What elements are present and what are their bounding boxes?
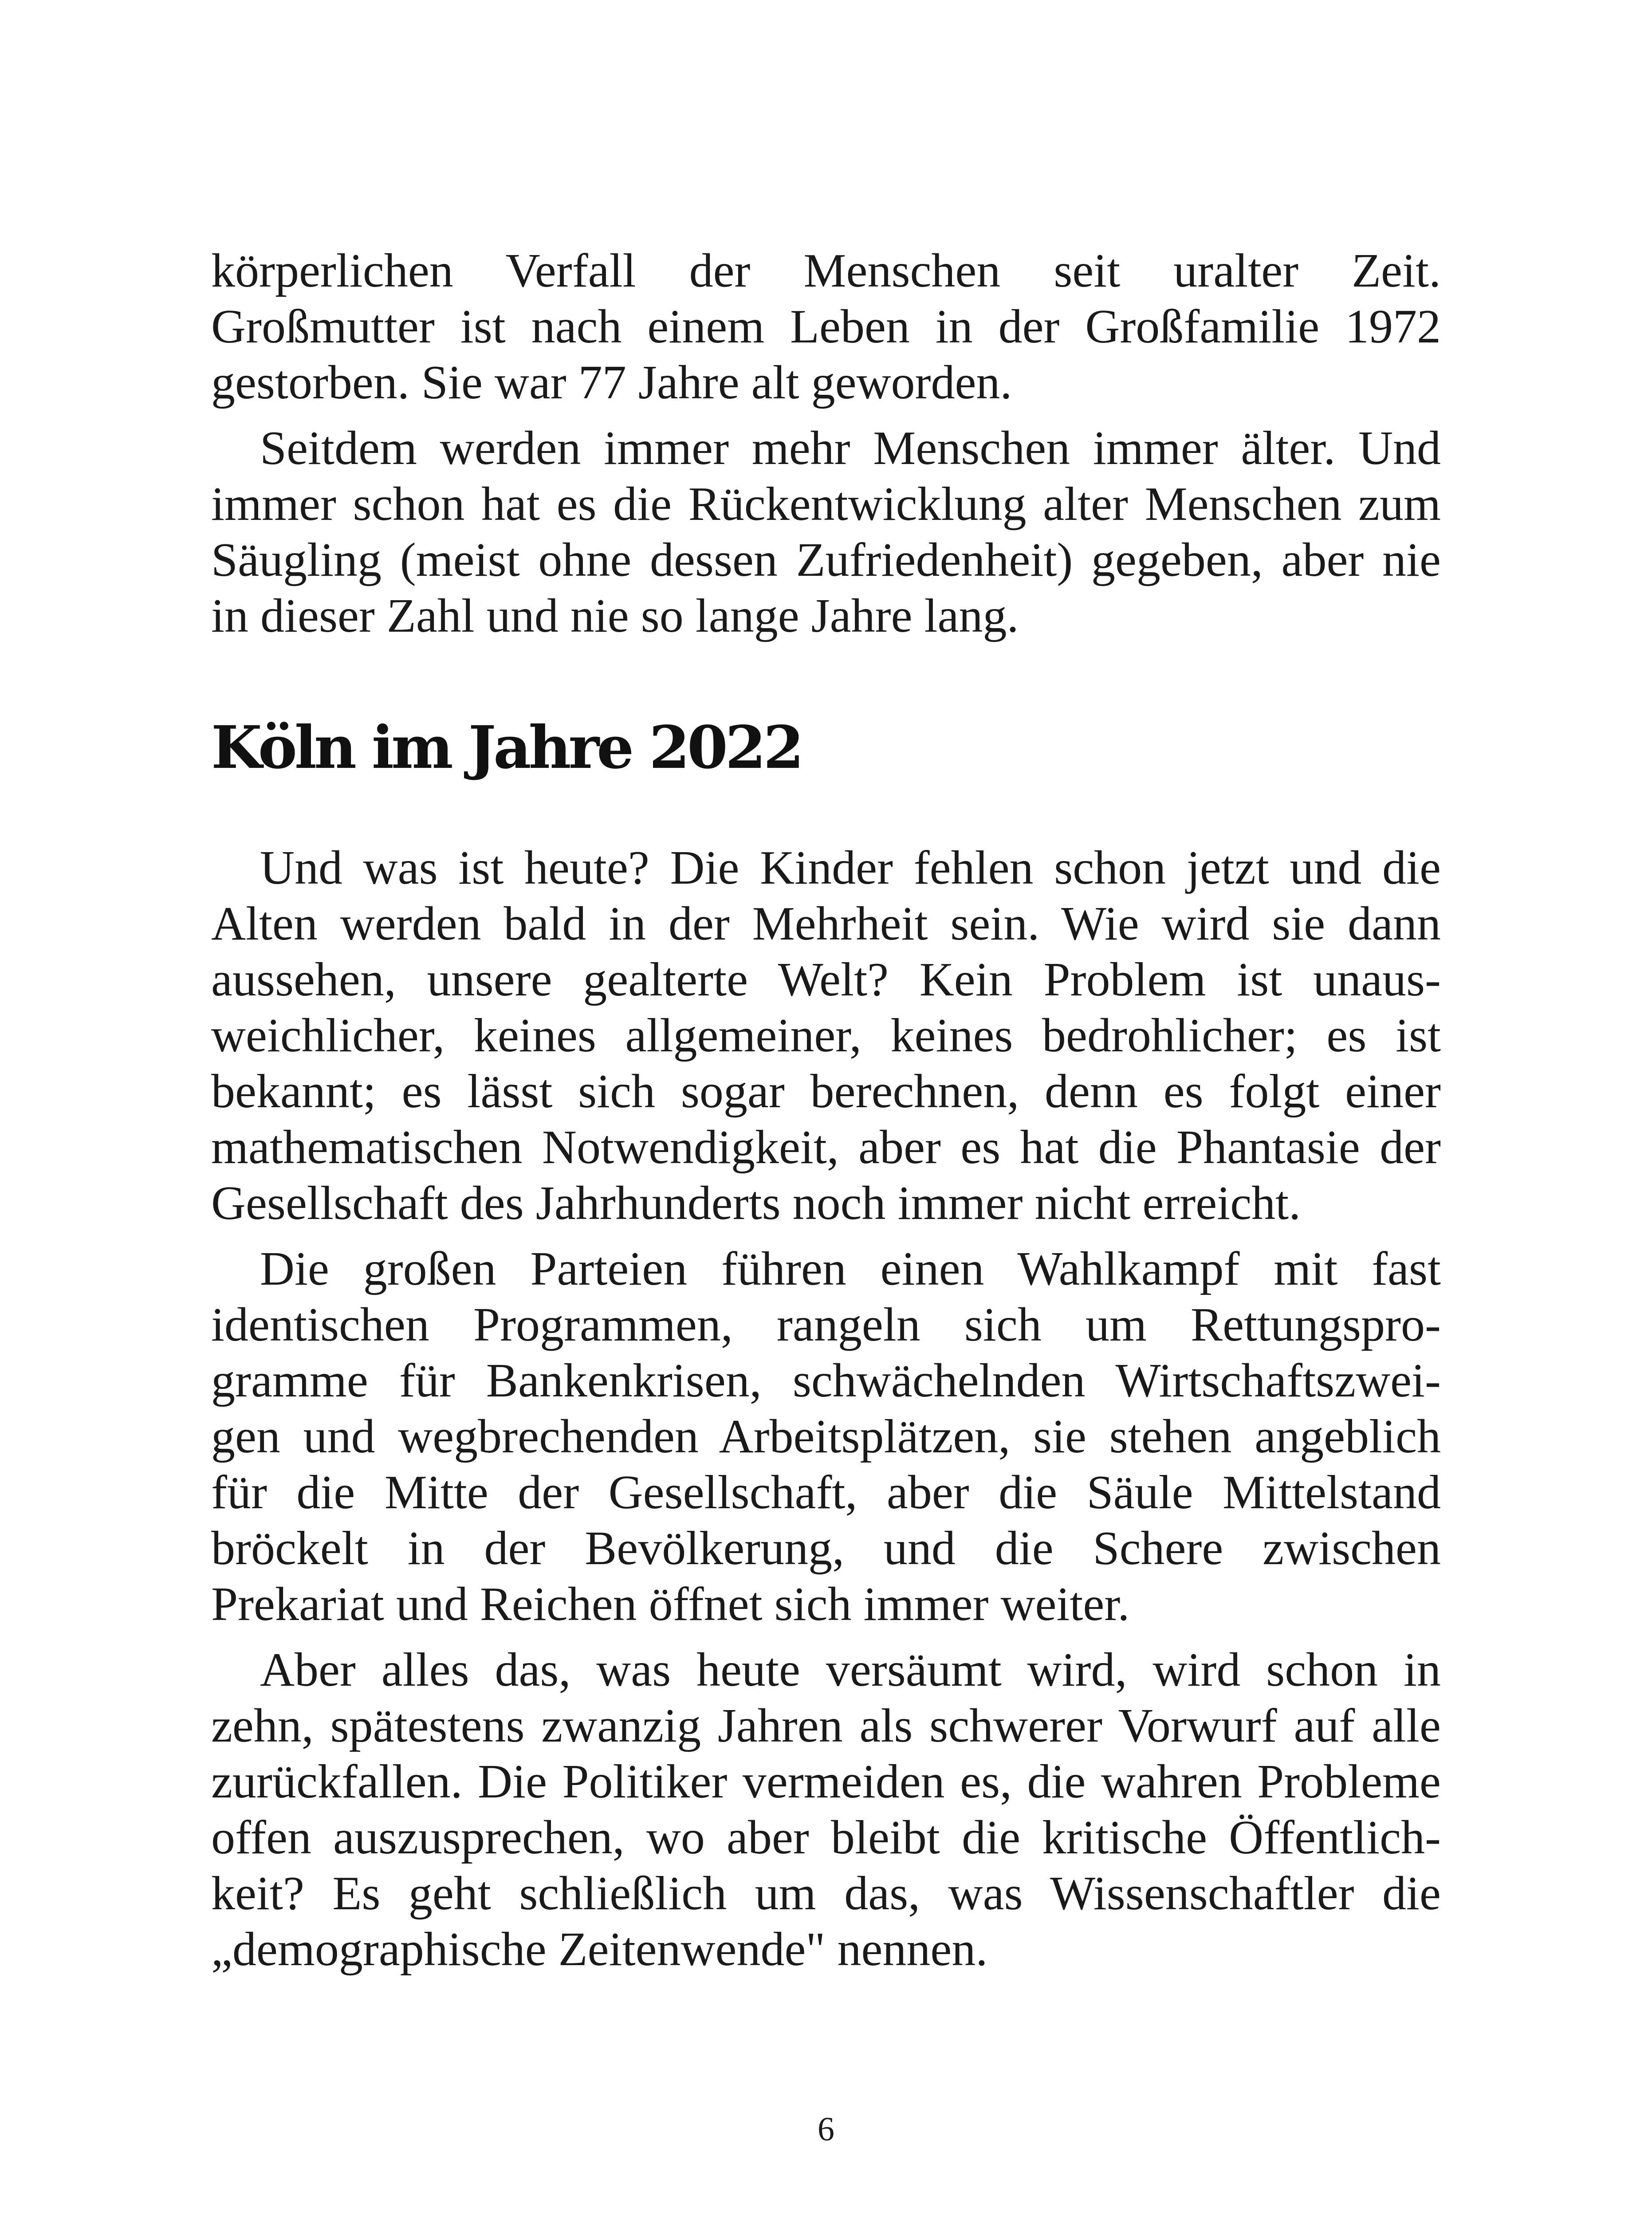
text-line: identischen Programmen, rangeln sich um Rettungspro- — [211, 1298, 1441, 1351]
page-number: 6 — [818, 2111, 834, 2148]
text-line: Die großen Parteien führen einen Wahlkampf mit fast — [260, 1243, 1441, 1295]
text-line: aussehen, unsere gealterte Welt? Kein Problem ist unaus- — [211, 953, 1441, 1006]
paragraph — [211, 243, 1441, 411]
text-line: Seitdem werden immer mehr Menschen immer älter. Und — [260, 422, 1441, 475]
text-line: gramme für Bankenkrisen, schwächelnden Wirtschaftszwei- — [211, 1354, 1441, 1407]
text-line: offen auszusprechen, wo aber bleibt die kritische Öffentlich- — [211, 1811, 1441, 1864]
text-line: für die Mitte der Gesellschaft, aber die Säule Mittelstand — [211, 1466, 1441, 1519]
text-line: mathematischen Notwendigkeit, aber es hat die Phantasie der — [211, 1121, 1441, 1174]
text-line: Prekariat und Reichen öffnet sich immer weiter. — [211, 1578, 1130, 1631]
text-line: körperlichen Verfall der Menschen seit uralter Zeit. — [211, 244, 1441, 297]
text-line: zurückfallen. Die Politiker vermeiden es, die wahren Probleme — [211, 1755, 1441, 1808]
paragraph — [211, 840, 1441, 1231]
text-line: gen und wegbrechenden Arbeitsplätzen, sie stehen angeblich — [211, 1410, 1441, 1463]
paragraph — [211, 421, 1441, 644]
text-line: Alten werden bald in der Mehrheit sein. Wie wird sie dann — [211, 897, 1441, 950]
text-line: in dieser Zahl und nie so lange Jahre lang. — [211, 590, 1019, 642]
text-block-after-heading — [211, 840, 1441, 1978]
text-line: Großmutter ist nach einem Leben in der Großfamilie 1972 — [211, 300, 1441, 353]
text-line: keit? Es geht schließlich um das, was Wissenschaftler die — [211, 1867, 1441, 1920]
page-content — [211, 243, 1441, 1978]
text-line: immer schon hat es die Rückentwicklung alter Menschen zum — [211, 478, 1441, 531]
text-line: zehn, spätestens zwanzig Jahren als schwerer Vorwurf auf alle — [211, 1699, 1441, 1752]
text-line: „demographische Zeitenwende" nennen. — [211, 1923, 988, 1976]
text-line: Aber alles das, was heute versäumt wird, wird schon in — [260, 1644, 1441, 1696]
paragraph — [211, 1241, 1441, 1632]
text-line: gestorben. Sie war 77 Jahre alt geworden. — [211, 356, 1012, 409]
text-line: Gesellschaft des Jahrhunderts noch immer nicht erreicht. — [211, 1177, 1301, 1230]
paragraph — [211, 1642, 1441, 1978]
section-heading: Köln im Jahre 2022 — [211, 713, 802, 782]
text-line: weichlicher, keines allgemeiner, keines bedrohlicher; es ist — [211, 1009, 1441, 1062]
text-line: Säugling (meist ohne dessen Zufriedenheit) gegeben, aber nie — [211, 534, 1441, 586]
text-line: bekannt; es lässt sich sogar berechnen, denn es folgt einer — [211, 1065, 1441, 1118]
text-line: Und was ist heute? Die Kinder fehlen schon jetzt und die — [260, 842, 1441, 894]
text-line: bröckelt in der Bevölkerung, und die Schere zwischen — [211, 1522, 1441, 1575]
text-block-before-heading — [211, 243, 1441, 644]
